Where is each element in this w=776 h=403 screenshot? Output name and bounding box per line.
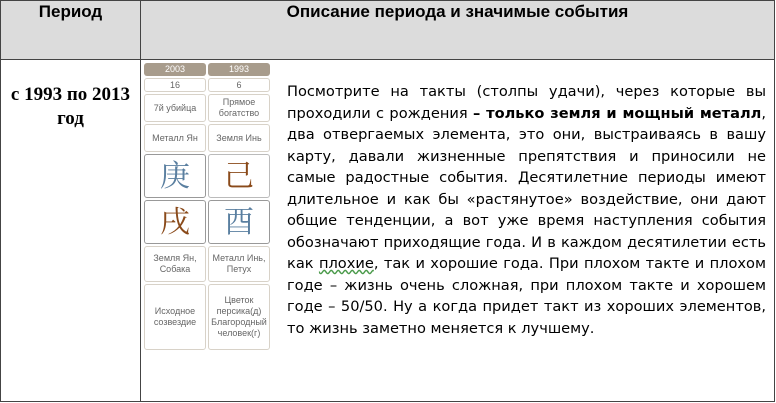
pillar-star: Исходное созвездие	[144, 284, 206, 350]
pillar-age: 16	[144, 78, 206, 92]
chart-spacer	[149, 81, 287, 359]
pillar-stem-element: Земля Инь	[208, 124, 270, 152]
desc-part1: Посмотрите на такты (столпы удачи), через которые вы проходили с рождения	[287, 83, 766, 122]
pillar-star-line2: Благородный человек(г)	[211, 317, 267, 338]
period-cell: с 1993 по 2013 год	[10, 84, 131, 129]
pillar-branch-char: 酉	[208, 200, 270, 244]
pillar-god: 7й убийца	[144, 94, 206, 122]
pillar-year: 1993	[208, 63, 270, 76]
pillar-star-line1: Цветок персика(д)	[216, 295, 262, 316]
desc-part2: , два отвергаемых элемента, это они, выстраиваясь в вашу карту, давали жизненные препятствия и приносили не самые радостные события. Десятилетние периоды имеют длительное и как бы «растянутое» воздействие, они дают общие тенденции, а вот уже время наступления события обозначают приходящие года. И в каждом десятилетии есть как	[287, 104, 766, 272]
pillar-god: Прямое богатство	[208, 94, 270, 122]
desc-part3: , так и хорошие года. При плохом такте и плохом годе – жизнь очень сложная, при плохом такте и хорошем годе – 50/50. Ну а когда придет такт из хороших элементов, то жизнь заметно меняется к лучшему.	[287, 255, 766, 337]
pillar-branch-char: 戌	[144, 200, 206, 244]
pillar-stem-element: Металл Ян	[144, 124, 206, 152]
column-divider	[140, 1, 141, 401]
header-period: Период	[38, 2, 103, 21]
pillar-branch-element: Земля Ян, Собака	[144, 246, 206, 282]
table-header-row	[1, 1, 774, 60]
desc-spellcheck-word: плохие	[318, 255, 374, 272]
header-description: Описание периода и значимые события	[286, 2, 629, 21]
pillar-year: 2003	[144, 63, 206, 76]
pillar-branch-element: Металл Инь, Петух	[208, 246, 270, 282]
pillar-age: 6	[208, 78, 270, 92]
desc-bold: – только земля и мощный металл	[473, 104, 762, 122]
pillar-stem-char: 庚	[144, 154, 206, 198]
period-description	[149, 81, 766, 359]
pillar-stem-char: 己	[208, 154, 270, 198]
